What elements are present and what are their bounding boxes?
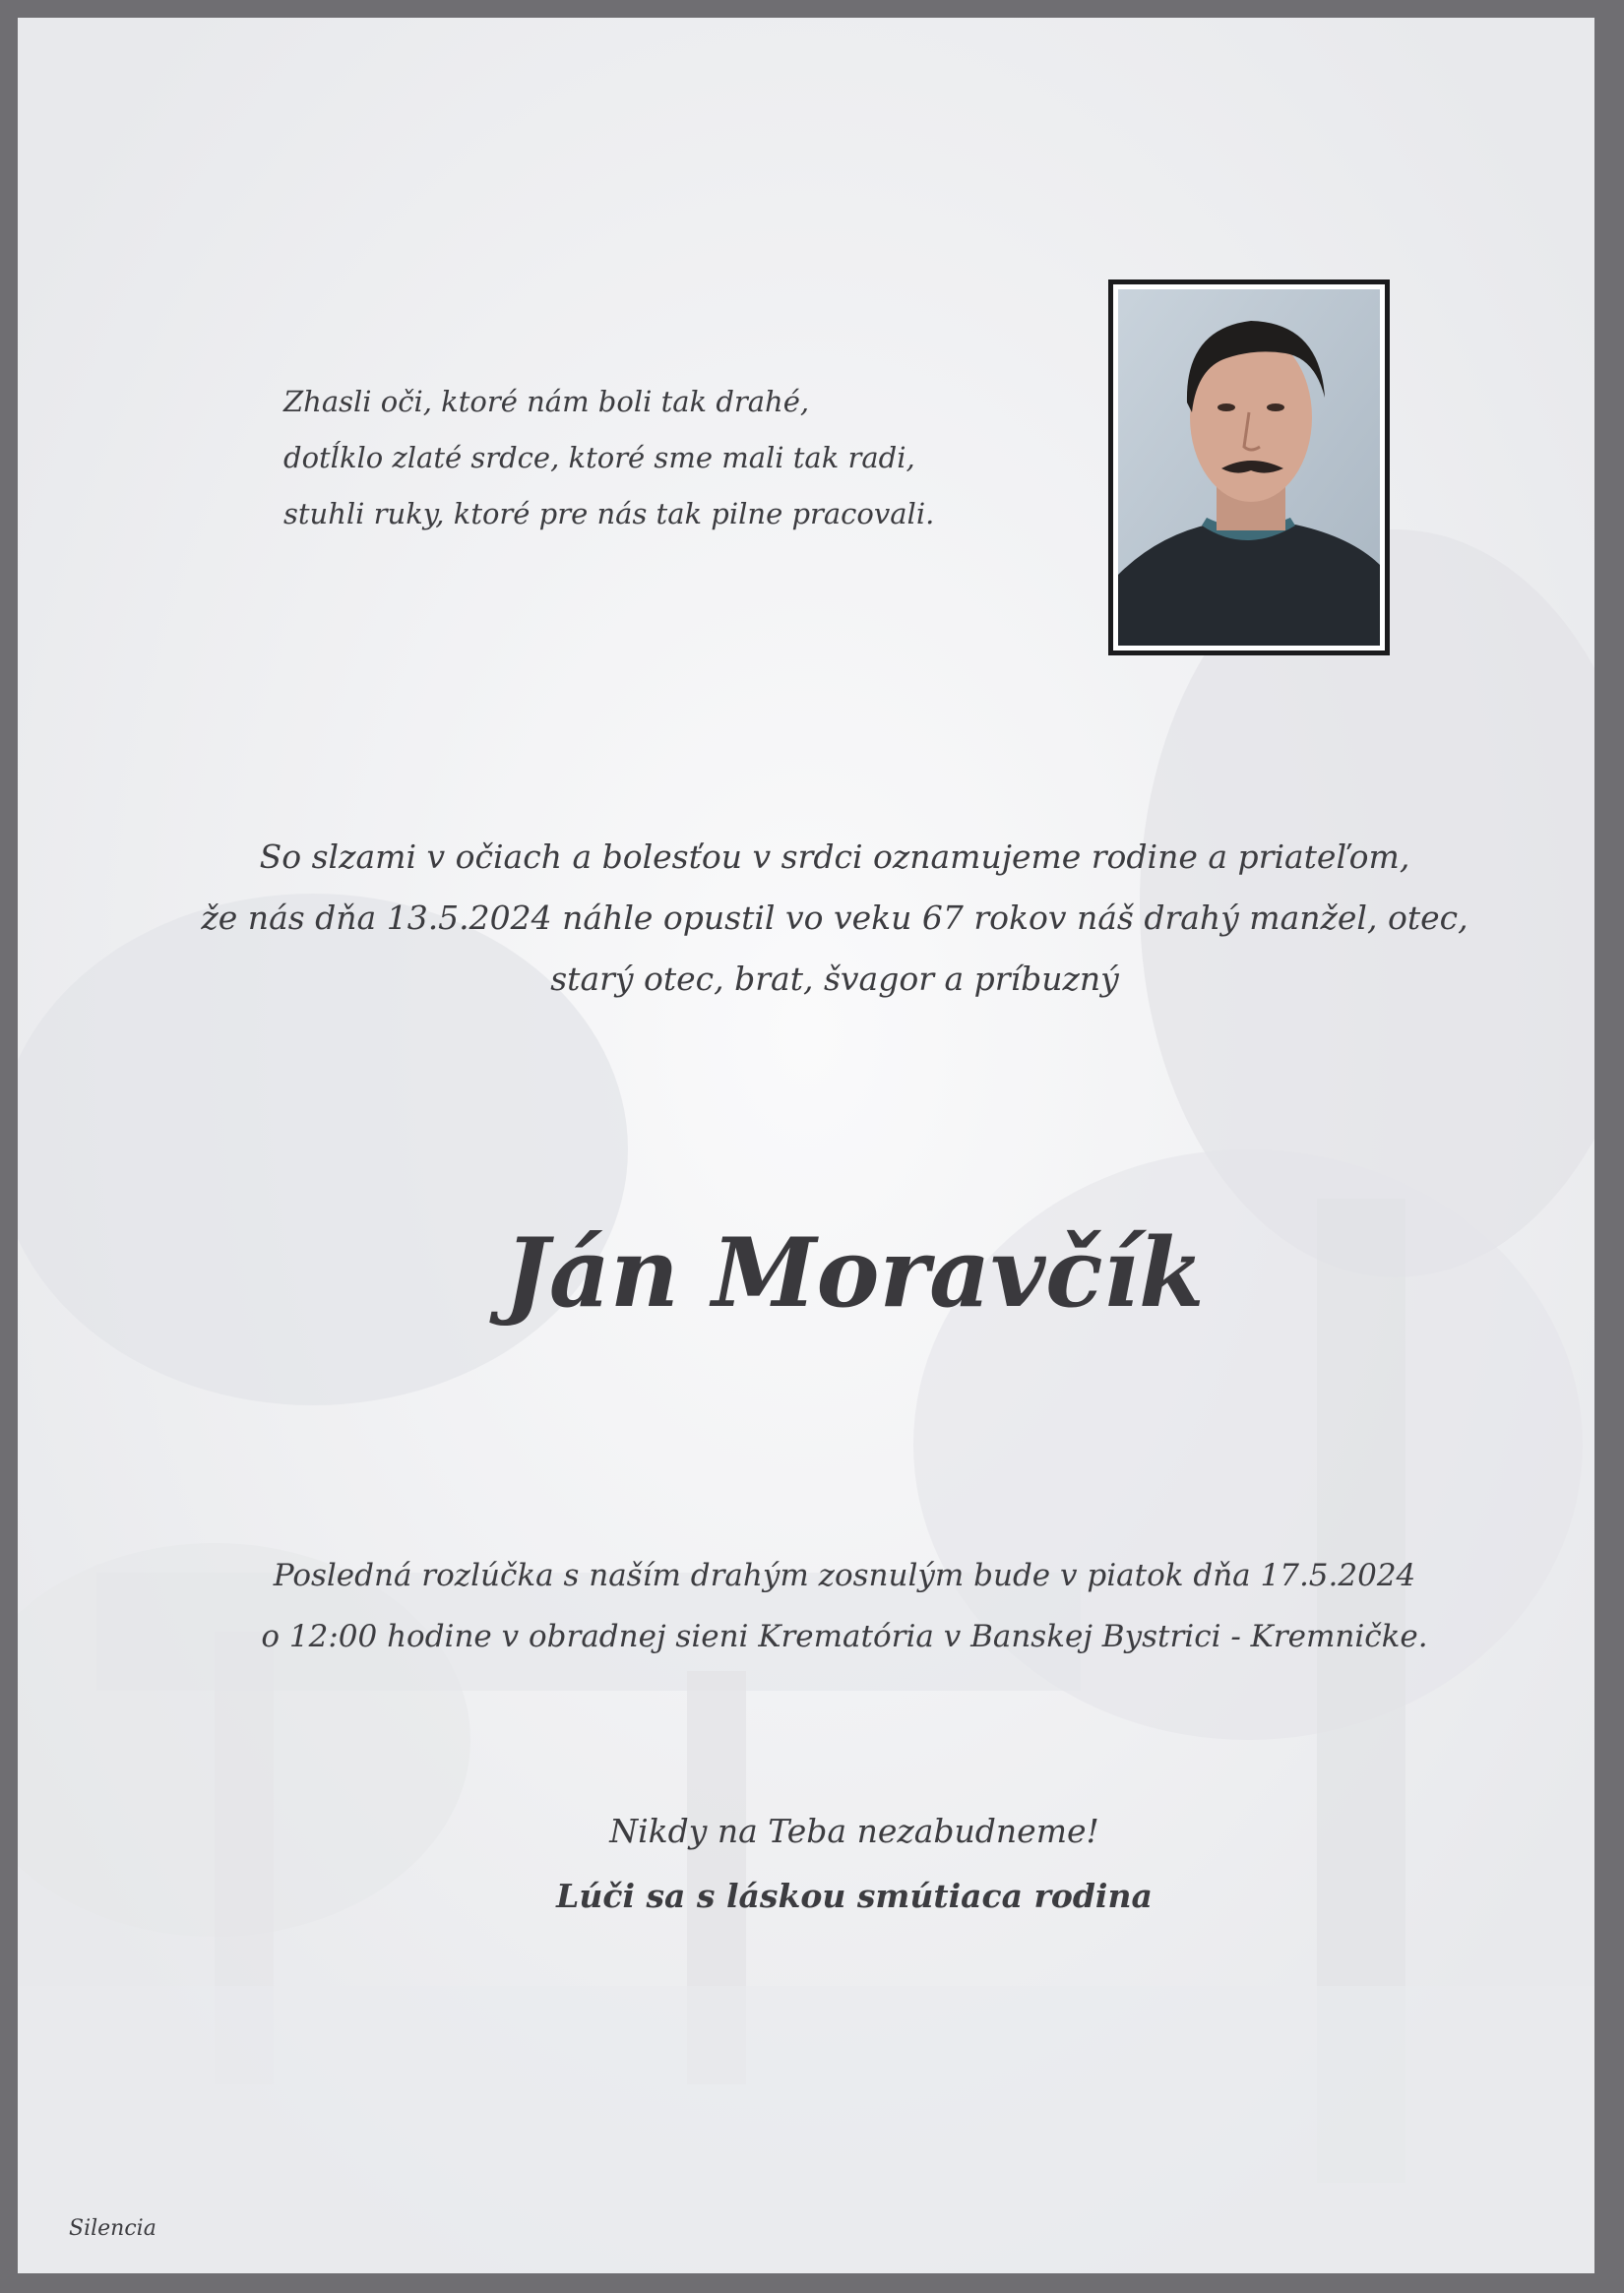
announcement-line: starý otec, brat, švagor a príbuzný — [550, 960, 1119, 998]
funeral-details — [165, 1545, 1524, 1667]
portrait-photo-icon — [1118, 289, 1380, 646]
portrait-frame — [1108, 279, 1390, 655]
portrait-mat — [1113, 284, 1385, 651]
announcement-line: So slzami v očiach a bolesťou v srdci oznamujeme rodine a priateľom, — [259, 837, 1410, 876]
closing-message — [313, 1799, 1396, 1929]
remember-line: Nikdy na Teba nezabudneme! — [609, 1812, 1099, 1850]
poem-line: Zhasli oči, ktoré nám boli tak drahé, — [283, 385, 810, 418]
memorial-poem — [283, 374, 972, 542]
obituary-sheet — [18, 18, 1594, 2273]
funeral-line: Posledná rozlúčka s naším drahým zosnulým bude v piatok dňa 17.5.2024 — [273, 1558, 1416, 1593]
deceased-name: Ján Moravčík — [504, 1217, 1205, 1329]
poem-line: dotĺklo zlaté srdce, ktoré sme mali tak radi, — [283, 441, 915, 474]
funeral-line: o 12:00 hodine v obradnej sieni Krematória v Banskej Bystrici - Kremničke. — [261, 1619, 1428, 1654]
poem-line: stuhli ruky, ktoré pre nás tak pilne pracovali. — [283, 497, 935, 530]
brand-mark: Silencia — [69, 2216, 156, 2241]
death-announcement — [195, 827, 1474, 1010]
family-signature: Lúči sa s láskou smútiaca rodina — [556, 1877, 1153, 1915]
announcement-line: že nás dňa 13.5.2024 náhle opustil vo veku 67 rokov náš drahý manžel, otec, — [201, 899, 1468, 937]
